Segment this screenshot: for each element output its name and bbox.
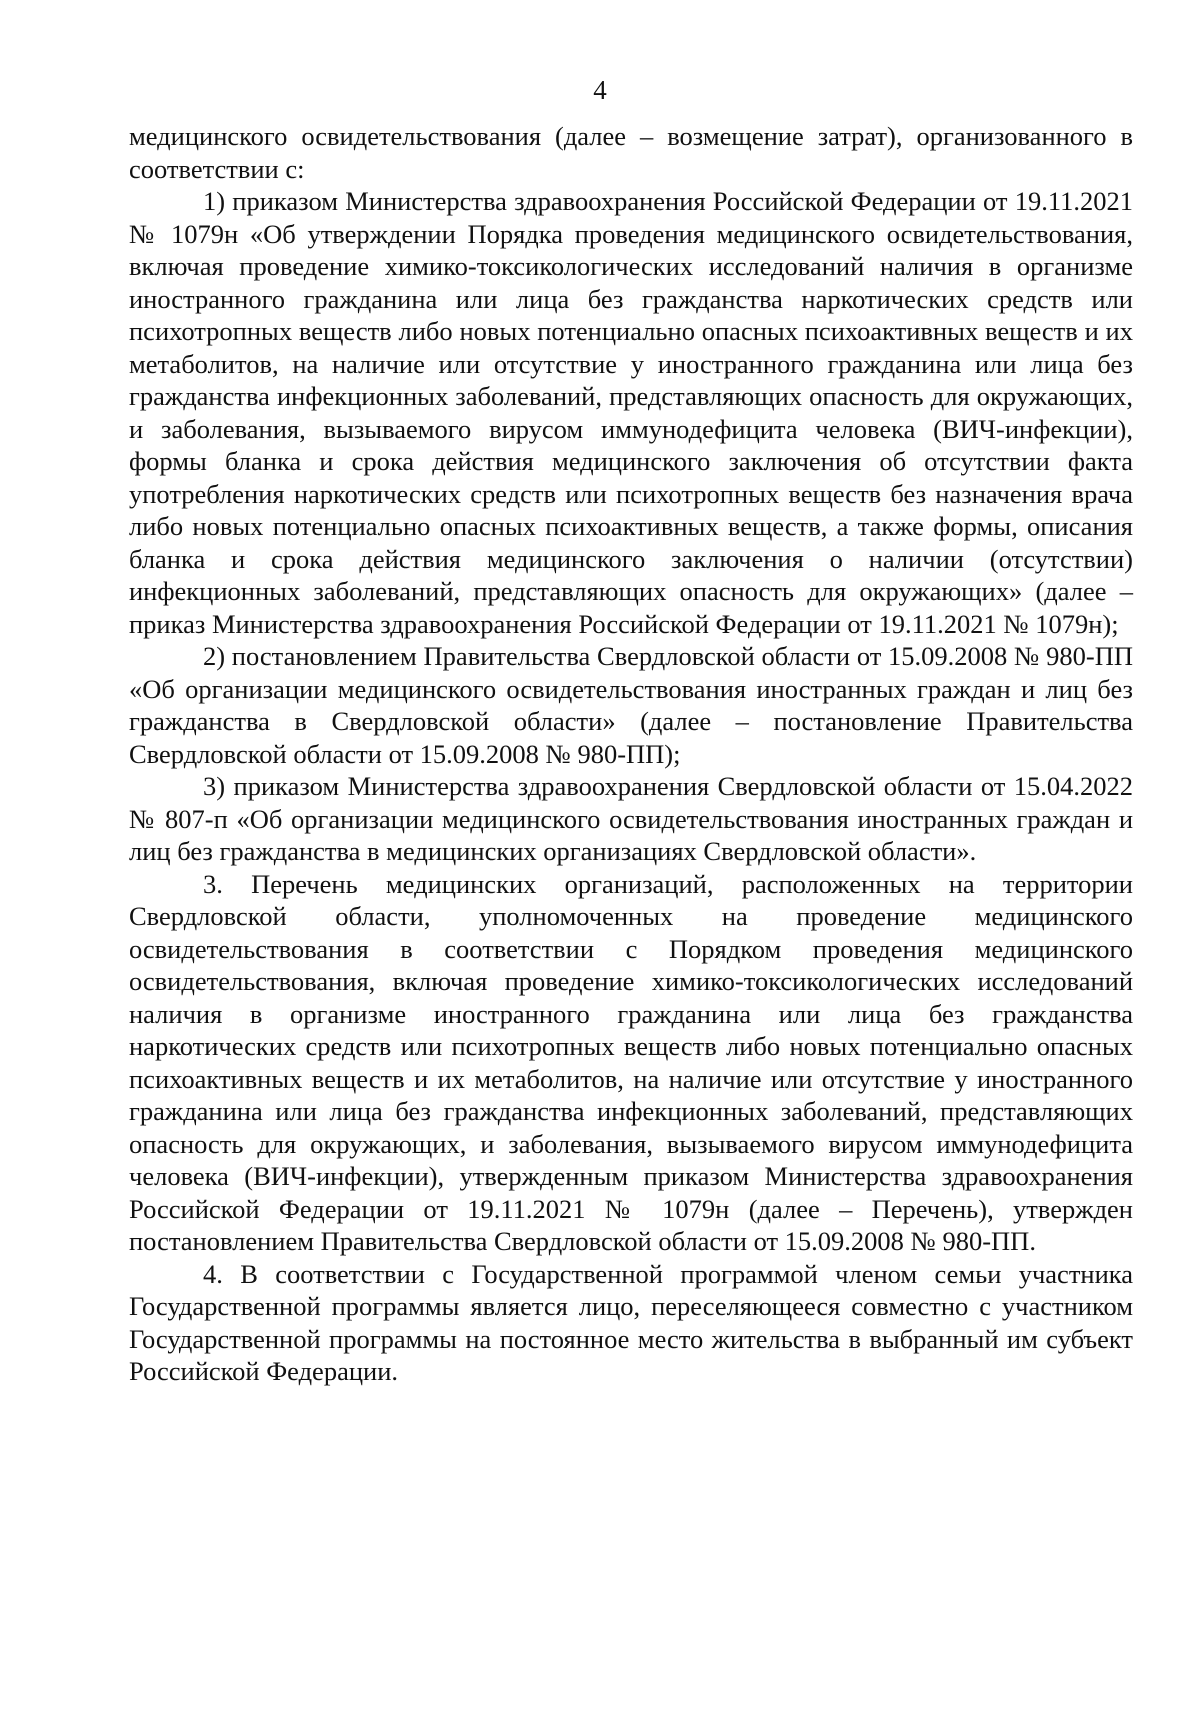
paragraph-item-2: 2) постановлением Правительства Свердловской области от 15.09.2008 № 980-ПП «Об организации медицинского освидетельствования иностранных граждан и лиц без гражданства в Свердловской области» (далее – постановление Правительства Свердловской области от 15.09.2008 № 980-ПП); bbox=[129, 641, 1133, 769]
paragraph-item-3: 3) приказом Министерства здравоохранения Свердловской области от 15.04.2022 № 807-п «Об организации медицинского освидетельствования иностранных граждан и лиц без гражданства в медицинских организациях Свердловской области». bbox=[129, 771, 1133, 866]
paragraph-section-4: 4. В соответствии с Государственной программой членом семьи участника Государственной программы является лицо, переселяющееся совместно с участником Государственной программы на постоянное место жительства в выбранный им субъект Российской Федерации. bbox=[129, 1258, 1133, 1386]
paragraph-item-1: 1) приказом Министерства здравоохранения Российской Федерации от 19.11.2021 № 1079н «Об утверждении Порядка проведения медицинского освидетельствования, включая проведение химико-токсикологических исследований наличия в организме иностранного гражданина или лица без гражданства наркотических средств или психотропных веществ либо новых потенциально опасных психоактивных веществ и их метаболитов, на наличие или отсутствие у иностранного гражданина или лица без гражданства инфекционных заболеваний, представляющих опасность для окружающих, и заболевания, вызываемого вирусом иммунодефицита человека (ВИЧ-инфекции), формы бланка и срока действия медицинского заключения об отсутствии факта употребления наркотических средств или психотропных веществ без назначения врача либо новых потенциально опасных психоактивных веществ, а также формы, описания бланка и срока действия медицинского заключения о наличии (отсутствии) инфекционных заболеваний, представляющих опасность для окружающих» (далее – приказ Министерства здравоохранения Российской Федерации от 19.11.2021 № 1079н); bbox=[129, 186, 1133, 639]
paragraph-continuation: медицинского освидетельствования (далее – возмещение затрат), организованного в соответствии с: bbox=[129, 121, 1133, 184]
page-number: 4 bbox=[593, 75, 607, 105]
paragraph-section-3: 3. Перечень медицинских организаций, расположенных на территории Свердловской области, уполномоченных на проведение медицинского освидетельствования в соответствии с Порядком проведения медицинского освидетельствования, включая проведение химико-токсикологических исследований наличия в организме иностранного гражданина или лица без гражданства наркотических средств или психотропных веществ либо новых потенциально опасных психоактивных веществ и их метаболитов, на наличие или отсутствие у иностранного гражданина или лица без гражданства инфекционных заболеваний, представляющих опасность для окружающих, и заболевания, вызываемого вирусом иммунодефицита человека (ВИЧ-инфекции), утвержденным приказом Министерства здравоохранения Российской Федерации от 19.11.2021 № 1079н (далее – Перечень), утвержден постановлением Правительства Свердловской области от 15.09.2008 № 980-ПП. bbox=[129, 868, 1133, 1256]
document-body bbox=[129, 120, 1133, 1388]
